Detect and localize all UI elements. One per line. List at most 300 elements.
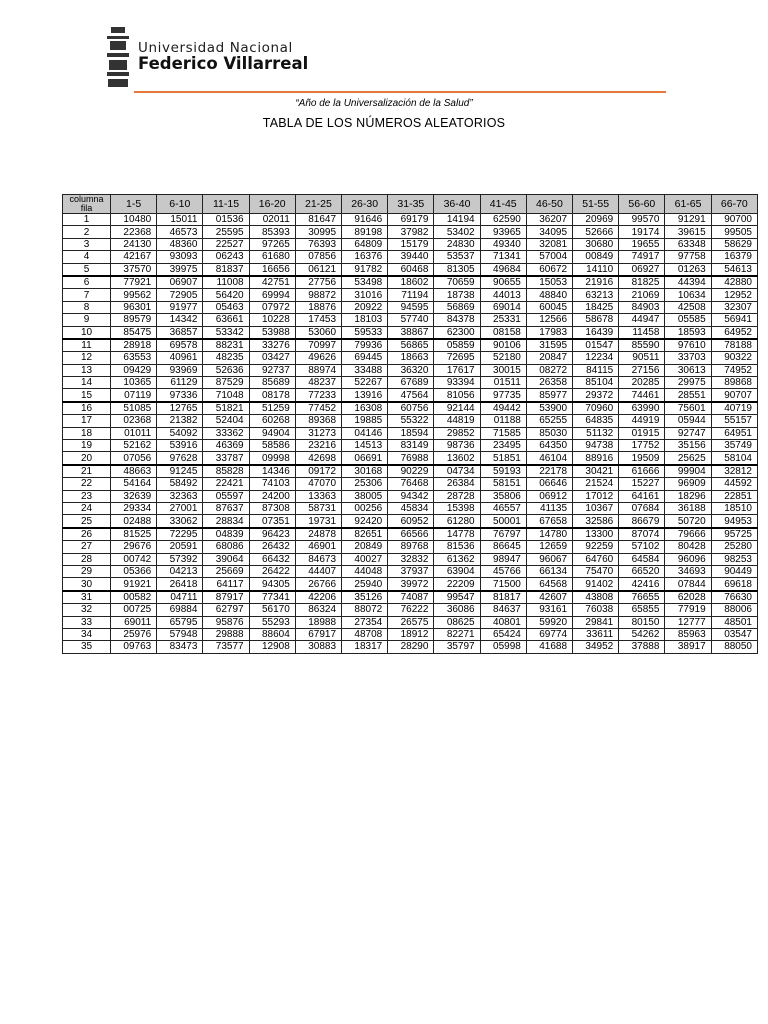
random-number-cell: 32363 (157, 490, 203, 502)
random-number-cell: 96067 (526, 553, 572, 565)
random-number-cell: 89198 (342, 226, 388, 238)
random-number-cell: 68086 (203, 541, 249, 553)
random-number-cell: 14110 (573, 263, 619, 276)
column-header: 66-70 (711, 195, 757, 214)
random-number-cell: 71194 (388, 289, 434, 301)
random-number-cell: 19509 (619, 452, 665, 465)
random-number-cell: 56865 (388, 339, 434, 352)
random-number-cell: 65795 (157, 616, 203, 628)
random-number-cell: 56170 (249, 604, 295, 616)
random-number-cell: 44407 (295, 565, 341, 577)
random-number-cell: 42508 (665, 301, 711, 313)
random-number-cell: 85030 (526, 427, 572, 439)
row-number: 32 (63, 604, 111, 616)
random-number-cell: 69618 (711, 578, 757, 591)
random-number-cell: 20285 (619, 377, 665, 389)
random-number-cell: 53402 (434, 226, 480, 238)
table-row (63, 364, 758, 376)
random-number-cell: 04711 (157, 591, 203, 604)
random-number-cell: 87637 (203, 502, 249, 514)
random-number-cell: 53498 (342, 276, 388, 289)
table-row (63, 565, 758, 577)
random-number-cell: 90511 (619, 352, 665, 364)
random-number-cell: 32081 (526, 238, 572, 250)
random-number-cell: 80150 (619, 616, 665, 628)
random-number-cell: 85689 (249, 377, 295, 389)
random-number-cell: 61666 (619, 465, 665, 478)
random-number-cell: 69884 (157, 604, 203, 616)
row-number: 11 (63, 339, 111, 352)
random-number-cell: 81056 (434, 389, 480, 402)
random-number-cell: 88072 (342, 604, 388, 616)
random-number-cell: 93093 (157, 251, 203, 263)
row-number: 17 (63, 415, 111, 427)
random-number-cell: 59193 (480, 465, 526, 478)
random-number-cell: 83149 (388, 440, 434, 452)
random-number-cell: 42698 (295, 452, 341, 465)
row-number: 9 (63, 314, 111, 326)
random-number-cell: 84378 (434, 314, 480, 326)
row-number: 26 (63, 528, 111, 541)
row-number: 15 (63, 389, 111, 402)
random-number-cell: 34095 (526, 226, 572, 238)
random-numbers-table (62, 194, 758, 654)
random-number-cell: 64760 (573, 553, 619, 565)
random-number-cell: 60468 (388, 263, 434, 276)
random-number-cell: 46557 (480, 502, 526, 514)
random-number-cell: 36320 (388, 364, 434, 376)
random-number-cell: 32586 (573, 515, 619, 528)
random-number-cell: 13363 (295, 490, 341, 502)
random-number-cell: 14346 (249, 465, 295, 478)
random-number-cell: 08158 (480, 326, 526, 339)
random-number-cell: 01511 (480, 377, 526, 389)
random-number-cell: 46369 (203, 440, 249, 452)
random-number-cell: 81536 (434, 541, 480, 553)
random-number-cell: 82271 (434, 628, 480, 640)
row-number: 28 (63, 553, 111, 565)
random-number-cell: 76038 (573, 604, 619, 616)
random-number-cell: 59533 (342, 326, 388, 339)
random-number-cell: 01547 (573, 339, 619, 352)
random-number-cell: 35126 (342, 591, 388, 604)
table-row (63, 402, 758, 415)
random-number-cell: 36086 (434, 604, 480, 616)
random-number-cell: 89368 (295, 415, 341, 427)
random-number-cell: 95725 (711, 528, 757, 541)
random-number-cell: 62590 (480, 214, 526, 226)
row-number: 34 (63, 628, 111, 640)
random-number-cell: 19731 (295, 515, 341, 528)
row-number: 4 (63, 251, 111, 263)
random-number-cell: 42167 (111, 251, 157, 263)
random-number-cell: 72295 (157, 528, 203, 541)
random-number-cell: 39440 (388, 251, 434, 263)
random-number-cell: 06912 (526, 490, 572, 502)
random-number-cell: 05998 (480, 641, 526, 653)
random-number-cell: 96423 (249, 528, 295, 541)
random-number-cell: 27756 (295, 276, 341, 289)
row-number: 33 (63, 616, 111, 628)
random-number-cell: 64835 (573, 415, 619, 427)
random-number-cell: 69774 (526, 628, 572, 640)
random-number-cell: 94305 (249, 578, 295, 591)
random-number-cell: 65855 (619, 604, 665, 616)
random-number-cell: 20591 (157, 541, 203, 553)
random-number-cell: 33611 (573, 628, 619, 640)
random-number-cell: 01915 (619, 427, 665, 439)
random-number-cell: 28834 (203, 515, 249, 528)
random-number-cell: 17012 (573, 490, 619, 502)
random-number-cell: 22178 (526, 465, 572, 478)
random-number-cell: 49340 (480, 238, 526, 250)
random-number-cell: 58629 (711, 238, 757, 250)
random-number-cell: 26766 (295, 578, 341, 591)
random-number-cell: 00256 (342, 502, 388, 514)
random-number-cell: 04146 (342, 427, 388, 439)
random-number-cell: 88974 (295, 364, 341, 376)
random-number-cell: 90449 (711, 565, 757, 577)
random-number-cell: 96301 (111, 301, 157, 313)
random-number-cell: 78188 (711, 339, 757, 352)
random-number-cell: 66134 (526, 565, 572, 577)
random-number-cell: 84637 (480, 604, 526, 616)
random-number-cell: 67658 (526, 515, 572, 528)
random-number-cell: 28728 (434, 490, 480, 502)
random-number-cell: 69014 (480, 301, 526, 313)
row-number: 12 (63, 352, 111, 364)
random-number-cell: 77919 (665, 604, 711, 616)
random-number-cell: 50001 (480, 515, 526, 528)
random-number-cell: 58731 (295, 502, 341, 514)
random-number-cell: 61129 (157, 377, 203, 389)
corner-fila-label: fila (80, 203, 93, 213)
random-number-cell: 21069 (619, 289, 665, 301)
column-header: 21-25 (295, 195, 341, 214)
random-number-cell: 07844 (665, 578, 711, 591)
random-number-cell: 05366 (111, 565, 157, 577)
random-number-cell: 97610 (665, 339, 711, 352)
random-number-cell: 39975 (157, 263, 203, 276)
random-number-cell: 52666 (573, 226, 619, 238)
random-number-cell: 55157 (711, 415, 757, 427)
random-number-cell: 54262 (619, 628, 665, 640)
random-number-cell: 51259 (249, 402, 295, 415)
random-number-cell: 69179 (388, 214, 434, 226)
random-number-cell: 34693 (665, 565, 711, 577)
table-row (63, 289, 758, 301)
random-number-cell: 67917 (295, 628, 341, 640)
row-number: 1 (63, 214, 111, 226)
random-number-cell: 06243 (203, 251, 249, 263)
random-number-cell: 22368 (111, 226, 157, 238)
random-number-cell: 57948 (157, 628, 203, 640)
row-number: 6 (63, 276, 111, 289)
random-number-cell: 97336 (157, 389, 203, 402)
random-number-cell: 04213 (157, 565, 203, 577)
random-number-cell: 00742 (111, 553, 157, 565)
random-number-cell: 56869 (434, 301, 480, 313)
random-number-cell: 63990 (619, 402, 665, 415)
random-number-cell: 29676 (111, 541, 157, 553)
random-number-cell: 21916 (573, 276, 619, 289)
random-number-cell: 97735 (480, 389, 526, 402)
random-number-cell: 13300 (573, 528, 619, 541)
random-number-cell: 21382 (157, 415, 203, 427)
random-number-cell: 15053 (526, 276, 572, 289)
random-number-cell: 12952 (711, 289, 757, 301)
random-number-cell: 17752 (619, 440, 665, 452)
random-number-cell: 75601 (665, 402, 711, 415)
random-number-cell: 30883 (295, 641, 341, 653)
random-number-cell: 76797 (480, 528, 526, 541)
random-number-cell: 18988 (295, 616, 341, 628)
random-number-cell: 18593 (665, 326, 711, 339)
random-number-cell: 55322 (388, 415, 434, 427)
random-number-cell: 33362 (203, 427, 249, 439)
random-number-cell: 29975 (665, 377, 711, 389)
random-number-cell: 85393 (249, 226, 295, 238)
random-number-cell: 06121 (295, 263, 341, 276)
random-number-cell: 26418 (157, 578, 203, 591)
random-number-cell: 69445 (342, 352, 388, 364)
random-number-cell: 12659 (526, 541, 572, 553)
table-row (63, 465, 758, 478)
random-number-cell: 33276 (249, 339, 295, 352)
random-number-cell: 51821 (203, 402, 249, 415)
column-header: 56-60 (619, 195, 665, 214)
random-number-cell: 64161 (619, 490, 665, 502)
random-number-cell: 10634 (665, 289, 711, 301)
random-number-cell: 77233 (295, 389, 341, 402)
table-row (63, 301, 758, 313)
column-header: 46-50 (526, 195, 572, 214)
random-number-cell: 14780 (526, 528, 572, 541)
random-number-cell: 06927 (619, 263, 665, 276)
table-row (63, 515, 758, 528)
random-number-cell: 29888 (203, 628, 249, 640)
random-number-cell: 48235 (203, 352, 249, 364)
random-number-cell: 24200 (249, 490, 295, 502)
random-number-cell: 36188 (665, 502, 711, 514)
random-number-cell: 44048 (342, 565, 388, 577)
random-number-cell: 76393 (295, 238, 341, 250)
random-number-cell: 30015 (480, 364, 526, 376)
table-row (63, 377, 758, 389)
random-number-cell: 18510 (711, 502, 757, 514)
random-number-cell: 00849 (573, 251, 619, 263)
random-number-cell: 11458 (619, 326, 665, 339)
random-number-cell: 88006 (711, 604, 757, 616)
column-header: 41-45 (480, 195, 526, 214)
random-number-cell: 97758 (665, 251, 711, 263)
random-number-cell: 30613 (665, 364, 711, 376)
random-number-cell: 64584 (619, 553, 665, 565)
random-number-cell: 81837 (203, 263, 249, 276)
random-number-cell: 53988 (249, 326, 295, 339)
random-number-cell: 64117 (203, 578, 249, 591)
random-number-cell: 24878 (295, 528, 341, 541)
random-number-cell: 18876 (295, 301, 341, 313)
random-number-cell: 46901 (295, 541, 341, 553)
table-row (63, 541, 758, 553)
random-number-cell: 60045 (526, 301, 572, 313)
row-number: 29 (63, 565, 111, 577)
random-number-cell: 26575 (388, 616, 434, 628)
random-number-cell: 49442 (480, 402, 526, 415)
random-number-cell: 76655 (619, 591, 665, 604)
random-number-cell: 84115 (573, 364, 619, 376)
random-number-cell: 85590 (619, 339, 665, 352)
random-number-cell: 76222 (388, 604, 434, 616)
table-row (63, 578, 758, 591)
random-number-cell: 62300 (434, 326, 480, 339)
random-number-cell: 07056 (111, 452, 157, 465)
table-row (63, 214, 758, 226)
random-number-cell: 51851 (480, 452, 526, 465)
random-number-cell: 62028 (665, 591, 711, 604)
random-number-cell: 63904 (434, 565, 480, 577)
random-number-cell: 23216 (295, 440, 341, 452)
corner-columna-label: columna (69, 194, 104, 204)
random-number-cell: 24130 (111, 238, 157, 250)
random-number-cell: 46573 (157, 226, 203, 238)
random-number-cell: 96909 (665, 478, 711, 490)
random-number-cell: 92259 (573, 541, 619, 553)
random-number-cell: 86324 (295, 604, 341, 616)
row-number: 14 (63, 377, 111, 389)
random-number-cell: 22421 (203, 478, 249, 490)
table-row (63, 427, 758, 439)
random-number-cell: 89868 (711, 377, 757, 389)
random-number-cell: 67689 (388, 377, 434, 389)
table-row (63, 553, 758, 565)
random-number-cell: 32832 (388, 553, 434, 565)
random-number-cell: 30995 (295, 226, 341, 238)
column-header: 6-10 (157, 195, 203, 214)
random-number-cell: 77341 (249, 591, 295, 604)
row-number: 31 (63, 591, 111, 604)
table-row (63, 628, 758, 640)
row-number: 21 (63, 465, 111, 478)
random-number-cell: 93161 (526, 604, 572, 616)
random-number-cell: 69994 (249, 289, 295, 301)
random-number-cell: 19174 (619, 226, 665, 238)
random-number-cell: 05463 (203, 301, 249, 313)
random-number-cell: 69011 (111, 616, 157, 628)
random-number-cell: 06907 (157, 276, 203, 289)
random-number-cell: 01263 (665, 263, 711, 276)
random-number-cell: 94342 (388, 490, 434, 502)
random-number-cell: 28290 (388, 641, 434, 653)
random-number-cell: 09172 (295, 465, 341, 478)
random-number-cell: 72695 (434, 352, 480, 364)
random-number-cell: 81305 (434, 263, 480, 276)
row-number: 8 (63, 301, 111, 313)
random-number-cell: 42751 (249, 276, 295, 289)
random-number-cell: 85475 (111, 326, 157, 339)
column-header: 26-30 (342, 195, 388, 214)
random-number-cell: 54613 (711, 263, 757, 276)
random-number-cell: 16439 (573, 326, 619, 339)
random-number-cell: 76468 (388, 478, 434, 490)
random-number-cell: 28918 (111, 339, 157, 352)
random-number-cell: 85104 (573, 377, 619, 389)
random-number-cell: 05859 (434, 339, 480, 352)
random-number-cell: 90322 (711, 352, 757, 364)
random-number-cell: 28551 (665, 389, 711, 402)
random-number-cell: 33787 (203, 452, 249, 465)
random-number-cell: 90700 (711, 214, 757, 226)
random-number-cell: 57102 (619, 541, 665, 553)
random-number-cell: 58678 (573, 314, 619, 326)
random-number-cell: 96096 (665, 553, 711, 565)
random-number-cell: 33703 (665, 352, 711, 364)
table-row (63, 528, 758, 541)
random-number-cell: 87917 (203, 591, 249, 604)
random-number-cell: 63348 (665, 238, 711, 250)
random-number-cell: 25595 (203, 226, 249, 238)
random-number-cell: 19885 (342, 415, 388, 427)
random-number-cell: 58151 (480, 478, 526, 490)
row-number: 27 (63, 541, 111, 553)
random-number-cell: 84673 (295, 553, 341, 565)
random-number-cell: 90229 (388, 465, 434, 478)
row-number: 3 (63, 238, 111, 250)
random-number-cell: 53342 (203, 326, 249, 339)
random-number-cell: 56420 (203, 289, 249, 301)
random-number-cell: 81647 (295, 214, 341, 226)
random-number-cell: 53537 (434, 251, 480, 263)
random-number-cell: 27354 (342, 616, 388, 628)
random-number-cell: 74103 (249, 478, 295, 490)
random-number-cell: 48840 (526, 289, 572, 301)
random-number-cell: 87074 (619, 528, 665, 541)
random-number-cell: 51132 (573, 427, 619, 439)
header-divider (134, 91, 666, 93)
random-number-cell: 49626 (295, 352, 341, 364)
table-row (63, 326, 758, 339)
random-number-cell: 20847 (526, 352, 572, 364)
random-number-cell: 07351 (249, 515, 295, 528)
random-number-cell: 71341 (480, 251, 526, 263)
random-number-cell: 97628 (157, 452, 203, 465)
table-row (63, 314, 758, 326)
random-number-cell: 09998 (249, 452, 295, 465)
random-number-cell: 42607 (526, 591, 572, 604)
random-number-cell: 86679 (619, 515, 665, 528)
random-number-cell: 83473 (157, 641, 203, 653)
random-number-cell: 06691 (342, 452, 388, 465)
random-number-cell: 15011 (157, 214, 203, 226)
random-number-cell: 43808 (573, 591, 619, 604)
random-number-cell: 14342 (157, 314, 203, 326)
random-number-cell: 57740 (388, 314, 434, 326)
random-number-cell: 23495 (480, 440, 526, 452)
random-number-cell: 74461 (619, 389, 665, 402)
random-number-cell: 20849 (342, 541, 388, 553)
random-number-cell: 44919 (619, 415, 665, 427)
row-number: 30 (63, 578, 111, 591)
random-number-cell: 85828 (203, 465, 249, 478)
random-number-cell: 17983 (526, 326, 572, 339)
random-number-cell: 37937 (388, 565, 434, 577)
random-number-cell: 42880 (711, 276, 757, 289)
random-number-cell: 07684 (619, 502, 665, 514)
random-number-cell: 47070 (295, 478, 341, 490)
random-number-cell: 86645 (480, 541, 526, 553)
row-number: 22 (63, 478, 111, 490)
